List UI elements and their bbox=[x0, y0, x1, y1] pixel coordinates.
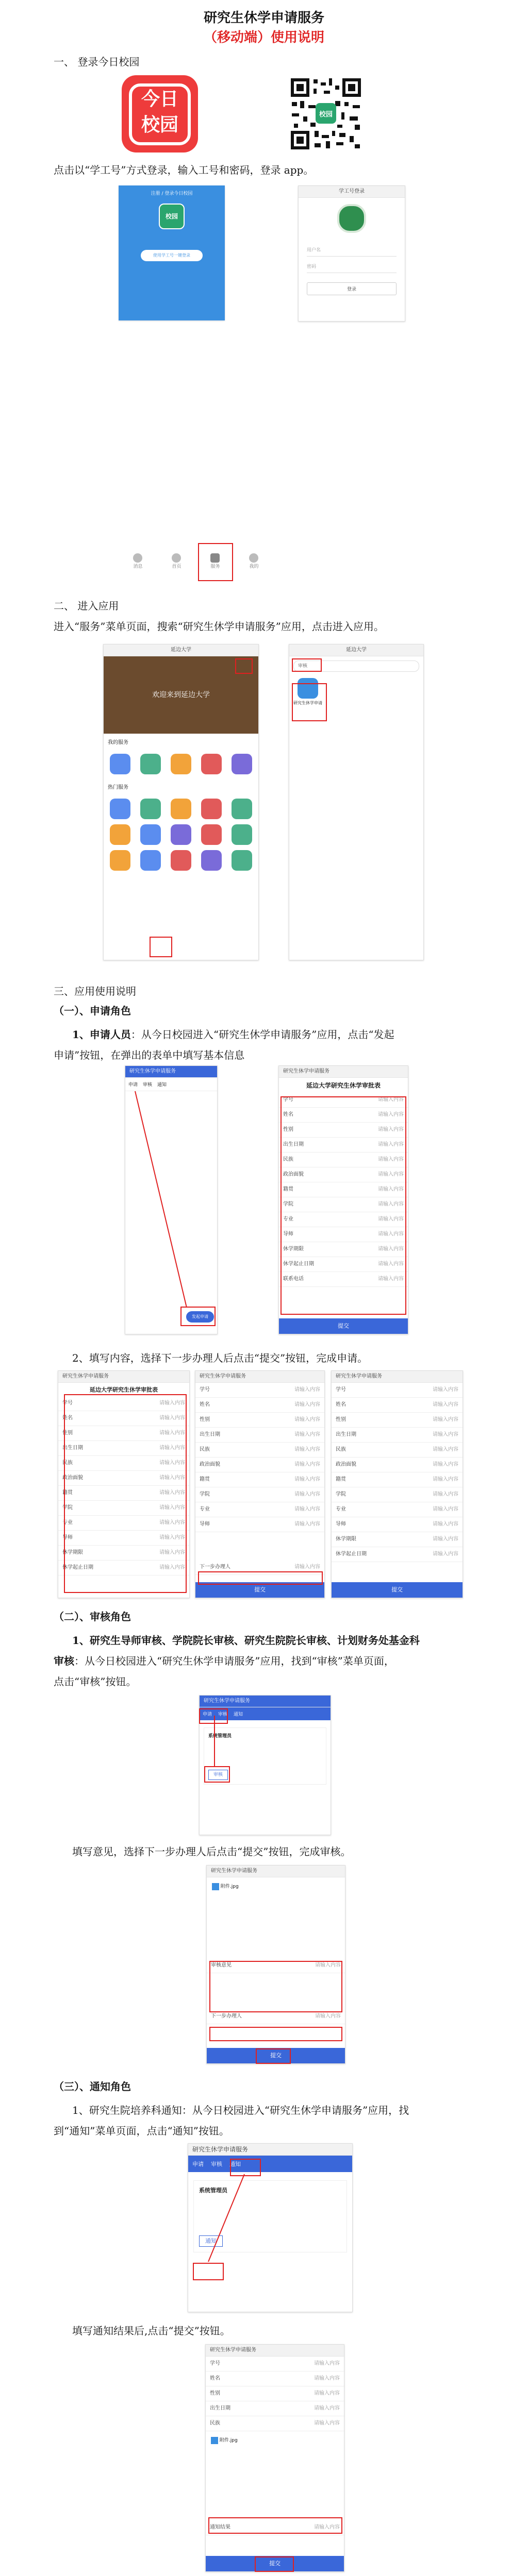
form-field-value: 请输入内容 bbox=[159, 1520, 185, 1526]
s3-2-line2-bold: 审核 bbox=[54, 1655, 74, 1667]
form-field-label: 休学起止日期 bbox=[283, 1261, 314, 1267]
form-field-label: 性别 bbox=[210, 2391, 220, 2396]
form-field-label: 籍贯 bbox=[336, 1477, 346, 1482]
form-field-value: 请输入内容 bbox=[378, 1157, 404, 1162]
form-field-label: 民族 bbox=[336, 1447, 346, 1452]
form-field-value: 请输入内容 bbox=[314, 2361, 340, 2366]
tab-me-label: 我的 bbox=[249, 564, 259, 569]
reviewer-name: 系统管理员 bbox=[199, 2187, 227, 2194]
form-field-value: 请输入内容 bbox=[314, 2391, 340, 2396]
service-app-icon[interactable] bbox=[140, 824, 161, 845]
s3-1-p1-line2: 申请”按钮，在弹出的表单中填写基本信息 bbox=[54, 1049, 245, 1061]
notify-form-title: 研究生休学申请服务 bbox=[206, 2345, 344, 2357]
form-field-value: 请输入内容 bbox=[433, 1551, 458, 1557]
s3-3-line2: 到“通知”菜单页面，点击“通知”按钮。 bbox=[54, 2125, 229, 2137]
next-handler-label: 下一步办理人 bbox=[211, 2013, 242, 2019]
form-field-row[interactable] bbox=[206, 2357, 344, 2371]
form-field-label: 休学期限 bbox=[283, 1246, 304, 1252]
form-field-row[interactable] bbox=[206, 2386, 344, 2401]
next-handler-label: 下一步办理人 bbox=[200, 1564, 230, 1570]
form-field-label: 民族 bbox=[62, 1460, 73, 1466]
form-field-value: 请输入内容 bbox=[433, 1417, 458, 1422]
form-field-value: 请输入内容 bbox=[159, 1400, 185, 1406]
menu-review[interactable]: 审核 bbox=[218, 1712, 228, 1717]
form-field-row[interactable] bbox=[206, 2371, 344, 2386]
s3-2-line1: 1、研究生导师审核、学院院长审核、研究生院院长审核、计划财务处基金科 bbox=[72, 1634, 420, 1647]
tab-home[interactable] bbox=[172, 553, 181, 569]
service-app-icon[interactable] bbox=[232, 850, 252, 871]
form-field-value: 请输入内容 bbox=[159, 1430, 185, 1436]
s3-1-p1-text: ：从今日校园进入“研究生休学申请服务”应用，点击“发起 bbox=[130, 1028, 394, 1041]
form-field-row[interactable] bbox=[195, 1428, 324, 1443]
highlight-form bbox=[280, 1096, 406, 1315]
menu-apply[interactable]: 申请 bbox=[128, 1082, 138, 1088]
form-field-row[interactable] bbox=[195, 1443, 324, 1458]
form-app-title: 研究生休学申请服务 bbox=[279, 1066, 408, 1078]
form3-app-title: 研究生休学申请服务 bbox=[332, 1371, 463, 1383]
home-icon bbox=[172, 553, 181, 563]
form-field-value: 请输入内容 bbox=[159, 1505, 185, 1511]
form-field-value: 请输入内容 bbox=[314, 2405, 340, 2411]
form-field-label: 姓名 bbox=[210, 2376, 220, 2381]
notify-button[interactable]: 通知 bbox=[199, 2235, 223, 2247]
service-app-icon[interactable] bbox=[171, 754, 191, 774]
search-input[interactable]: 审核 bbox=[293, 660, 419, 672]
menu-review[interactable]: 审核 bbox=[143, 1082, 153, 1088]
service-app-icon[interactable] bbox=[232, 799, 252, 819]
form-field-row[interactable] bbox=[332, 1443, 463, 1458]
form-field-row[interactable] bbox=[332, 1413, 463, 1428]
form-field-value: 请输入内容 bbox=[294, 1447, 320, 1452]
username-field[interactable]: 用户名 bbox=[307, 243, 397, 257]
form-field-row[interactable] bbox=[332, 1398, 463, 1413]
submit-button[interactable]: 提交 bbox=[332, 1582, 463, 1598]
form-field-label: 性别 bbox=[200, 1417, 210, 1422]
form-field-label: 姓名 bbox=[200, 1402, 210, 1408]
form-field-row[interactable] bbox=[332, 1383, 463, 1398]
service-app-icon[interactable] bbox=[110, 824, 130, 845]
form-field-row[interactable] bbox=[332, 1458, 463, 1472]
arrow-to-form bbox=[125, 1065, 217, 1333]
highlight-notify-result bbox=[208, 2517, 342, 2534]
form-rows bbox=[206, 2357, 344, 2431]
user-icon bbox=[249, 553, 258, 563]
form-field-value: 请输入内容 bbox=[159, 1415, 185, 1421]
form-field-value: 请输入内容 bbox=[378, 1172, 404, 1177]
form-field-value: 请输入内容 bbox=[378, 1127, 404, 1132]
form-field-value: 请输入内容 bbox=[433, 1447, 458, 1452]
service-app-icon[interactable] bbox=[140, 850, 161, 871]
section-3-2-heading: （二）、审核角色 bbox=[54, 1611, 131, 1623]
highlight-tab-service bbox=[198, 543, 233, 581]
service-app-icon[interactable] bbox=[110, 754, 130, 774]
menu-notify[interactable]: 通知 bbox=[234, 1712, 243, 1717]
highlight-search-icon bbox=[235, 658, 253, 674]
submit-button[interactable]: 提交 bbox=[195, 1582, 324, 1598]
form-field-label: 姓名 bbox=[283, 1112, 293, 1117]
form1-title: 延边大学研究生休学审批表 bbox=[90, 1386, 158, 1393]
service-app-icon[interactable] bbox=[140, 799, 161, 819]
s3-1-p1-line1 bbox=[72, 1025, 394, 1044]
highlight-service-tab bbox=[150, 937, 172, 957]
form-field-value: 请输入内容 bbox=[294, 1492, 320, 1497]
service-app-icon[interactable] bbox=[171, 850, 191, 871]
menu-apply[interactable]: 申请 bbox=[203, 1712, 212, 1717]
welcome-banner: 欢迎来到延边大学 bbox=[104, 656, 258, 734]
form-field-value: 请输入内容 bbox=[294, 1417, 320, 1422]
highlight-opinion bbox=[209, 1961, 342, 2012]
highlight-next-handler bbox=[198, 1571, 323, 1585]
form-field-row[interactable] bbox=[195, 1413, 324, 1428]
service-app-icon[interactable] bbox=[201, 850, 222, 871]
form-field-row[interactable] bbox=[332, 1487, 463, 1502]
form-field-label: 出生日期 bbox=[62, 1445, 83, 1451]
form1-app-title: 研究生休学申请服务 bbox=[58, 1371, 189, 1383]
section-2-heading: 二、 进入应用 bbox=[54, 600, 119, 612]
s3-3-p2: 填写通知结果后,点击“提交”按钮。 bbox=[72, 2325, 230, 2337]
service-app-icon[interactable] bbox=[201, 824, 222, 845]
form-field-label: 导师 bbox=[62, 1535, 73, 1540]
review-form-title: 研究生休学申请服务 bbox=[207, 1866, 345, 1877]
form-field-label: 性别 bbox=[62, 1430, 73, 1436]
form-field-value: 请输入内容 bbox=[378, 1216, 404, 1222]
form-field-row[interactable] bbox=[206, 2416, 344, 2431]
doc-subtitle: （移动端）使用说明 bbox=[203, 30, 324, 45]
form-fill-shot-2 bbox=[195, 1370, 325, 1598]
attachment-row[interactable] bbox=[206, 2431, 344, 2449]
form-field-label: 政治面貌 bbox=[336, 1462, 356, 1467]
form-field-label: 出生日期 bbox=[210, 2405, 230, 2411]
tab-me[interactable] bbox=[249, 553, 258, 569]
new-apply-button[interactable]: 发起申请 bbox=[186, 1311, 214, 1323]
file-icon bbox=[212, 1883, 219, 1890]
form-field-value: 请输入内容 bbox=[433, 1477, 458, 1482]
tab-home-label: 首页 bbox=[172, 564, 182, 569]
form-field-label: 学号 bbox=[200, 1387, 210, 1393]
form-field-value: 请输入内容 bbox=[378, 1261, 404, 1267]
reviewer-name: 系统管理员 bbox=[208, 1734, 232, 1739]
service-page-shot bbox=[103, 644, 259, 960]
form-field-value: 请输入内容 bbox=[433, 1492, 458, 1497]
form-field-row[interactable] bbox=[332, 1547, 463, 1562]
form-field-label: 民族 bbox=[283, 1157, 293, 1162]
highlight-submit bbox=[256, 2048, 291, 2064]
form-field-label: 导师 bbox=[200, 1521, 210, 1527]
opinion-value[interactable]: 请输入内容 bbox=[315, 1962, 341, 1968]
form-field-row[interactable] bbox=[195, 1502, 324, 1517]
highlight-form-1 bbox=[64, 1394, 187, 1593]
submit-button[interactable]: 提交 bbox=[206, 2556, 344, 2571]
form-field-value: 请输入内容 bbox=[294, 1477, 320, 1482]
form-field-value: 请输入内容 bbox=[433, 1536, 458, 1542]
univ-header: 延边大学 bbox=[104, 645, 258, 656]
form-field-value: 请输入内容 bbox=[378, 1142, 404, 1147]
form-field-value: 请输入内容 bbox=[314, 2420, 340, 2426]
form-field-value: 请输入内容 bbox=[378, 1097, 404, 1103]
s3-1-p2: 2、填写内容，选择下一步办理人后点击“提交”按钮，完成申请。 bbox=[72, 1352, 368, 1364]
form-field-label: 专业 bbox=[283, 1216, 293, 1222]
form-field-label: 联系电话 bbox=[283, 1276, 304, 1282]
form-field-row[interactable] bbox=[195, 1458, 324, 1472]
login-form-title: 学工号登录 bbox=[299, 186, 405, 198]
form-field-label: 休学起止日期 bbox=[336, 1551, 367, 1557]
attachment-name: 附件.jpg bbox=[219, 2438, 238, 2443]
form-field-value: 请输入内容 bbox=[294, 1402, 320, 1408]
form-field-label: 专业 bbox=[200, 1506, 210, 1512]
form-field-value: 请输入内容 bbox=[159, 1550, 185, 1555]
arrow-to-review bbox=[199, 1695, 330, 1834]
apply-app-title: 研究生休学申请服务 bbox=[125, 1066, 217, 1078]
form-field-row[interactable] bbox=[195, 1517, 324, 1532]
service-app-icon[interactable] bbox=[110, 850, 130, 871]
arrow-to-notify bbox=[188, 2143, 352, 2311]
form-field-label: 学院 bbox=[283, 1201, 293, 1207]
form-field-value: 请输入内容 bbox=[433, 1387, 458, 1393]
form-field-label: 学院 bbox=[62, 1505, 73, 1511]
menu-apply[interactable]: 申请 bbox=[192, 2161, 204, 2167]
form-field-label: 民族 bbox=[210, 2420, 220, 2426]
section-3-1-heading: （一）、申请角色 bbox=[54, 1005, 131, 1017]
form-field-value: 请输入内容 bbox=[159, 1475, 185, 1481]
section-1-heading: 一、 登录今日校园 bbox=[54, 56, 140, 68]
opinion-label: 审核意见 bbox=[211, 1962, 232, 1968]
form-field-value: 请输入内容 bbox=[159, 1490, 185, 1496]
app-logo: 校园 bbox=[159, 204, 185, 229]
form-field-row[interactable] bbox=[195, 1383, 324, 1398]
form-field-value: 请输入内容 bbox=[378, 1246, 404, 1252]
menu-notify[interactable]: 通知 bbox=[229, 2161, 241, 2167]
login-header: 注册 / 登录今日校园 bbox=[151, 191, 193, 196]
form-field-label: 导师 bbox=[283, 1231, 293, 1237]
form-field-value: 请输入内容 bbox=[159, 1460, 185, 1466]
service-app-icon[interactable] bbox=[171, 824, 191, 845]
form-field-label: 籍贯 bbox=[62, 1490, 73, 1496]
s3-2-line3: 点击“审核”按钮。 bbox=[54, 1675, 137, 1688]
service-app-icon[interactable] bbox=[232, 824, 252, 845]
service-app-icon[interactable] bbox=[232, 754, 252, 774]
one-click-login-button[interactable]: 使用学工号一键登录 bbox=[141, 250, 203, 261]
form-field-label: 学号 bbox=[210, 2361, 220, 2366]
service-app-icon[interactable] bbox=[171, 799, 191, 819]
form-field-row[interactable] bbox=[195, 1472, 324, 1487]
review-button[interactable]: 审核 bbox=[208, 1770, 228, 1780]
form-field-label: 籍贯 bbox=[200, 1477, 210, 1482]
s3-3-line1: 1、研究生院培养科通知：从今日校园进入“研究生休学申请服务”应用，找 bbox=[72, 2104, 409, 2116]
submit-button[interactable]: 提交 bbox=[279, 1318, 408, 1334]
form-field-label: 政治面貌 bbox=[200, 1462, 220, 1467]
form-field-row[interactable] bbox=[332, 1502, 463, 1517]
form-field-value: 请输入内容 bbox=[294, 1521, 320, 1527]
form-field-label: 专业 bbox=[336, 1506, 346, 1512]
form-field-value: 请输入内容 bbox=[294, 1387, 320, 1393]
s3-2-p2: 填写意见，选择下一步办理人后点击“提交”按钮，完成审核。 bbox=[72, 1845, 351, 1858]
form-rows bbox=[195, 1383, 324, 1532]
form-field-value: 请输入内容 bbox=[378, 1112, 404, 1117]
tab-bar-shot bbox=[119, 542, 273, 588]
logo-text-bottom: 校园 bbox=[141, 114, 178, 135]
form-field-label: 政治面貌 bbox=[283, 1172, 304, 1177]
form-field-row[interactable] bbox=[195, 1398, 324, 1413]
form2-app-title: 研究生休学申请服务 bbox=[195, 1371, 324, 1383]
section-3-heading: 三、应用使用说明 bbox=[54, 985, 136, 997]
notify-form-shot bbox=[205, 2344, 344, 2572]
form-field-label: 籍贯 bbox=[283, 1187, 293, 1192]
highlight-search-input bbox=[292, 658, 322, 672]
form-rows bbox=[332, 1383, 463, 1562]
next-handler-value: 请输入内容 bbox=[294, 1564, 320, 1570]
next-handler-value[interactable]: 请输入内容 bbox=[315, 2013, 341, 2019]
form-field-label: 出生日期 bbox=[200, 1432, 220, 1437]
form-field-label: 学院 bbox=[336, 1492, 346, 1497]
notify-app-title: 研究生休学申请服务 bbox=[188, 2144, 352, 2156]
school-emblem-icon bbox=[337, 204, 366, 233]
section-3-3-heading: （三）、通知角色 bbox=[54, 2080, 131, 2093]
app-result-label: 研究生休学申请 bbox=[293, 701, 322, 705]
form-field-label: 学号 bbox=[62, 1400, 73, 1406]
tab-messages[interactable] bbox=[133, 553, 142, 569]
form-field-label: 政治面貌 bbox=[62, 1475, 83, 1481]
my-service-label: 我的服务 bbox=[108, 740, 128, 745]
login-submit-button[interactable]: 登录 bbox=[307, 282, 397, 295]
message-icon bbox=[133, 553, 142, 563]
form-field-row[interactable] bbox=[195, 1487, 324, 1502]
form-field-label: 学号 bbox=[336, 1387, 346, 1393]
hot-service-label: 热门服务 bbox=[108, 785, 128, 790]
logo-text-top: 今日 bbox=[141, 89, 178, 110]
form-field-value: 请输入内容 bbox=[294, 1462, 320, 1467]
section-1-text: 点击以“学工号”方式登录，输入工号和密码，登录 app。 bbox=[54, 164, 314, 176]
s3-2-line2-text: ：从今日校园进入“研究生休学申请服务”应用，找到“审核”菜单页面， bbox=[74, 1655, 394, 1667]
form-field-value: 请输入内容 bbox=[159, 1535, 185, 1540]
form-field-label: 姓名 bbox=[336, 1402, 346, 1408]
form-field-value: 请输入内容 bbox=[159, 1445, 185, 1451]
login-form-shot bbox=[298, 185, 405, 321]
form-field-value: 请输入内容 bbox=[433, 1432, 458, 1437]
service-app-icon[interactable] bbox=[110, 799, 130, 819]
submit-button[interactable]: 提交 bbox=[207, 2048, 345, 2063]
form-field-row[interactable] bbox=[332, 1428, 463, 1443]
doc-title: 研究生休学申请服务 bbox=[203, 10, 324, 26]
form-field-row[interactable] bbox=[332, 1532, 463, 1547]
form-field-value: 请输入内容 bbox=[378, 1231, 404, 1237]
form-field-label: 学号 bbox=[283, 1097, 293, 1103]
attachment-row[interactable] bbox=[207, 1877, 345, 1895]
login-screen-shot bbox=[119, 185, 225, 320]
form-field-label: 姓名 bbox=[62, 1415, 73, 1421]
form-field-label: 休学起止日期 bbox=[62, 1565, 93, 1570]
attachment-name: 附件.jpg bbox=[220, 1884, 239, 1889]
review-app-title: 研究生休学申请服务 bbox=[200, 1696, 331, 1707]
jinri-xiaoyuan-logo bbox=[122, 75, 198, 152]
form-fill-shot-3 bbox=[331, 1370, 463, 1598]
file-icon bbox=[211, 2437, 218, 2444]
form-field-label: 专业 bbox=[62, 1520, 73, 1526]
form-field-value: 请输入内容 bbox=[433, 1462, 458, 1467]
form-field-value: 请输入内容 bbox=[433, 1402, 458, 1408]
form-field-label: 休学期限 bbox=[336, 1536, 356, 1542]
service-app-icon[interactable] bbox=[201, 799, 222, 819]
form-field-row[interactable] bbox=[332, 1472, 463, 1487]
form-field-label: 民族 bbox=[200, 1447, 210, 1452]
qr-code bbox=[288, 75, 364, 152]
form-field-value: 请输入内容 bbox=[378, 1276, 404, 1282]
tab-messages-label: 消息 bbox=[133, 564, 143, 569]
form-field-value: 请输入内容 bbox=[433, 1506, 458, 1512]
form-field-value: 请输入内容 bbox=[378, 1187, 404, 1192]
form-field-label: 性别 bbox=[283, 1127, 293, 1132]
form-field-value: 请输入内容 bbox=[294, 1432, 320, 1437]
form-title: 延边大学研究生休学审批表 bbox=[306, 1082, 381, 1089]
highlight-submit bbox=[255, 2556, 294, 2572]
form-field-label: 出生日期 bbox=[283, 1142, 304, 1147]
search-header: 延边大学 bbox=[289, 645, 423, 656]
form-field-row[interactable] bbox=[332, 1517, 463, 1532]
menu-review[interactable]: 审核 bbox=[211, 2161, 222, 2167]
s3-2-line2 bbox=[54, 1652, 394, 1670]
notify-result-label: 通知结果 bbox=[210, 2524, 230, 2530]
service-app-icon[interactable] bbox=[201, 754, 222, 774]
tab-service-label: 服务 bbox=[210, 564, 220, 569]
form-field-value: 请输入内容 bbox=[159, 1565, 185, 1570]
s3-1-p1-lead: 1、申请人员 bbox=[72, 1028, 131, 1041]
form-field-value: 请输入内容 bbox=[378, 1201, 404, 1207]
menu-notify[interactable]: 通知 bbox=[157, 1082, 167, 1088]
form-field-value: 请输入内容 bbox=[294, 1506, 320, 1512]
form-field-label: 休学期限 bbox=[62, 1550, 83, 1555]
notify-result-value[interactable]: 请输入内容 bbox=[314, 2524, 340, 2530]
form-field-row[interactable] bbox=[206, 2401, 344, 2416]
highlight-app-result bbox=[292, 683, 327, 721]
form-field-label: 出生日期 bbox=[336, 1432, 356, 1437]
form-field-label: 学院 bbox=[200, 1492, 210, 1497]
form-field-value: 请输入内容 bbox=[433, 1521, 458, 1527]
svg-text:校园: 校园 bbox=[319, 111, 333, 118]
form-field-value: 请输入内容 bbox=[314, 2376, 340, 2381]
section-2-text: 进入“服务”菜单页面，搜索“研究生休学申请服务”应用，点击进入应用。 bbox=[54, 620, 384, 633]
form-field-label: 导师 bbox=[336, 1521, 346, 1527]
form-field-label: 性别 bbox=[336, 1417, 346, 1422]
highlight-next-handler bbox=[209, 2027, 342, 2041]
password-field[interactable]: 密码 bbox=[307, 260, 397, 273]
service-app-icon[interactable] bbox=[140, 754, 161, 774]
